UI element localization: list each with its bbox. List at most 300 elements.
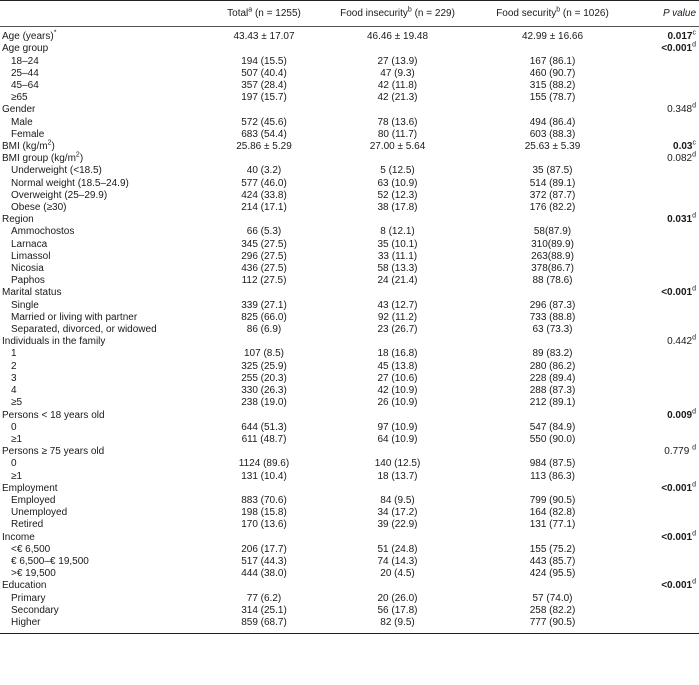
cell-food-security: 460 (90.7) <box>529 67 576 79</box>
cell-total: 436 (27.5) <box>241 263 287 275</box>
row-label: 0 <box>11 421 17 433</box>
table-row <box>0 92 699 104</box>
row-label: 0 <box>11 458 17 470</box>
table-row <box>0 104 699 116</box>
cell-total: 296 (27.5) <box>241 250 287 262</box>
row-label: Overweight (25–29.9) <box>11 189 108 201</box>
cell-p-value <box>635 275 699 287</box>
cell-total: 825 (66.0) <box>241 311 287 323</box>
cell-food-insecurity <box>325 410 470 422</box>
row-label: Paphos <box>11 275 45 287</box>
cell-food-security: 212 (89.1) <box>529 397 576 409</box>
cell-food-security: 550 (90.0) <box>529 433 576 445</box>
row-label: 1 <box>11 348 17 360</box>
cell-food-security: 25.63 ± 5.39 <box>524 141 581 153</box>
cell-total: 194 (15.5) <box>241 55 287 67</box>
cell-food-insecurity: 52 (12.3) <box>377 189 418 201</box>
cell-food-insecurity: 84 (9.5) <box>380 494 415 506</box>
table-row <box>0 275 699 287</box>
table-row <box>0 336 699 348</box>
cell-food-security: 88 (78.6) <box>532 275 573 287</box>
cell-food-insecurity <box>325 483 470 495</box>
cell-p-value <box>635 92 699 104</box>
cell-total: 112 (27.5) <box>241 275 287 287</box>
cell-food-insecurity <box>325 532 470 544</box>
cell-p-value: <0.001$^d$ <box>661 530 696 543</box>
cell-food-insecurity <box>325 214 470 226</box>
cell-total: 197 (15.7) <box>241 92 287 104</box>
cell-total: 255 (20.3) <box>241 372 287 384</box>
cell-total: 325 (25.9) <box>241 360 287 372</box>
row-label: 18–24 <box>11 55 39 67</box>
row-label: ≥1 <box>11 433 23 445</box>
cell-food-insecurity: 46.46 ± 19.48 <box>366 31 429 43</box>
cell-p-value <box>635 556 699 568</box>
cell-food-security: 263(88.9) <box>531 250 574 262</box>
cell-food-insecurity: 56 (17.8) <box>377 604 418 616</box>
cell-p-value <box>635 385 699 397</box>
cell-food-insecurity: 47 (9.3) <box>380 67 415 79</box>
table-row <box>0 434 699 446</box>
cell-food-security: 58(87.9) <box>533 226 572 238</box>
table-row <box>0 129 699 141</box>
cell-food-insecurity: 63 (10.9) <box>377 177 418 189</box>
row-label: Marital status <box>2 287 62 299</box>
cell-food-insecurity: 23 (26.7) <box>377 324 418 336</box>
cell-food-insecurity: 39 (22.9) <box>377 519 418 531</box>
cell-p-value <box>635 251 699 263</box>
row-label: Income <box>2 531 35 543</box>
cell-total <box>203 43 325 55</box>
table-row <box>0 43 699 55</box>
cell-food-security: 167 (86.1) <box>529 55 576 67</box>
cell-food-insecurity <box>325 43 470 55</box>
cell-total: 577 (46.0) <box>241 177 287 189</box>
cell-total: 572 (45.6) <box>241 116 287 128</box>
cell-food-insecurity: 5 (12.5) <box>380 165 415 177</box>
row-label: Single <box>11 299 39 311</box>
table-row <box>0 373 699 385</box>
cell-food-security: 310(89.9) <box>531 238 574 250</box>
table-row <box>0 153 699 165</box>
row-label: Limassol <box>11 250 51 262</box>
cell-total <box>203 336 325 348</box>
row-label: 3 <box>11 372 17 384</box>
cell-food-security <box>470 483 635 495</box>
header-characteristic <box>0 1 203 27</box>
cell-p-value <box>635 471 699 483</box>
table-row <box>0 605 699 617</box>
cell-p-value <box>635 593 699 605</box>
cell-food-insecurity: 33 (11.1) <box>377 250 418 262</box>
cell-food-insecurity: 34 (17.2) <box>377 507 418 519</box>
row-label: Ammochostos <box>11 226 75 238</box>
row-label: Unemployed <box>11 507 68 519</box>
row-label: Employed <box>11 494 56 506</box>
table-row <box>0 287 699 299</box>
cell-food-security <box>470 336 635 348</box>
header-p-value: P value <box>635 1 699 27</box>
row-label: Higher <box>11 616 41 628</box>
cell-food-security: 733 (88.8) <box>529 311 576 323</box>
cell-p-value <box>635 56 699 68</box>
table-body <box>0 27 699 634</box>
cell-p-value: 0.017$^c$ <box>667 29 696 43</box>
table-row <box>0 507 699 519</box>
table-row <box>0 68 699 80</box>
cell-food-security: 799 (90.5) <box>529 494 576 506</box>
cell-total: 683 (54.4) <box>241 128 287 140</box>
cell-food-security <box>470 580 635 592</box>
row-label: Underweight (<18.5) <box>11 165 102 177</box>
row-label: ≥65 <box>11 92 28 104</box>
cell-p-value <box>635 519 699 531</box>
cell-food-security: 258 (82.2) <box>529 604 576 616</box>
cell-food-insecurity: 42 (11.8) <box>377 80 418 92</box>
cell-p-value <box>635 617 699 634</box>
cell-food-insecurity: 20 (26.0) <box>377 592 418 604</box>
row-label: Age (years)* <box>2 29 57 43</box>
cell-p-value <box>635 507 699 519</box>
cell-total: 43.43 ± 17.07 <box>233 31 295 43</box>
cell-p-value <box>635 190 699 202</box>
cell-p-value <box>635 300 699 312</box>
cell-total: 644 (51.3) <box>241 421 287 433</box>
cell-food-security: 164 (82.8) <box>529 507 576 519</box>
row-label: ≥5 <box>11 397 23 409</box>
cell-food-insecurity: 27.00 ± 5.64 <box>369 141 426 153</box>
table-row <box>0 385 699 397</box>
cell-total: 345 (27.5) <box>241 238 287 250</box>
cell-total: 214 (17.1) <box>241 202 287 214</box>
row-label: BMI group $(kg/m^2)$ <box>2 151 84 165</box>
cell-p-value <box>635 68 699 80</box>
table-row <box>0 422 699 434</box>
cell-p-value: 0.442$^d$ <box>667 334 696 348</box>
cell-food-security: 288 (87.3) <box>529 385 576 397</box>
cell-total: 883 (70.6) <box>241 494 287 506</box>
cell-total: 25.86 ± 5.29 <box>236 141 292 153</box>
cell-p-value <box>635 129 699 141</box>
cell-food-security: 63 (73.3) <box>532 324 573 336</box>
cell-food-security <box>470 104 635 116</box>
cell-food-insecurity: 92 (11.2) <box>377 311 418 323</box>
cell-total: 198 (15.8) <box>241 507 287 519</box>
cell-total: 66 (5.3) <box>246 226 282 238</box>
cell-total: 611 (48.7) <box>241 433 287 445</box>
cell-food-security: 89 (83.2) <box>532 348 573 360</box>
cell-food-security: 494 (86.4) <box>529 116 576 128</box>
cell-total: 107 (8.5) <box>243 348 285 360</box>
row-label: Age group <box>2 43 49 55</box>
cell-total: 507 (40.4) <box>241 67 287 79</box>
cell-total: 86 (6.9) <box>246 324 282 336</box>
cell-p-value <box>635 348 699 360</box>
table-header-row <box>0 1 699 27</box>
table-row <box>0 312 699 324</box>
cell-food-insecurity: 58 (13.3) <box>377 263 418 275</box>
cell-food-security: 372 (87.7) <box>529 189 576 201</box>
row-label: Nicosia <box>11 263 44 275</box>
cell-p-value: 0.348$^d$ <box>667 103 696 116</box>
table-row <box>0 178 699 190</box>
cell-total: 170 (13.6) <box>241 519 287 531</box>
row-label: Persons < 18 years old <box>2 409 105 421</box>
cell-food-insecurity: 18 (16.8) <box>377 348 418 360</box>
table-row <box>0 251 699 263</box>
cell-food-security: 777 (90.5) <box>529 616 576 628</box>
row-label: € 6,500–€ 19,500 <box>11 555 89 567</box>
cell-total <box>203 287 325 299</box>
row-label: 25–44 <box>11 67 39 79</box>
cell-food-insecurity: 26 (10.9) <box>377 397 418 409</box>
cell-food-insecurity: 8 (12.1) <box>380 226 415 238</box>
table-row <box>0 348 699 360</box>
cell-p-value <box>635 544 699 556</box>
cell-food-security <box>470 153 635 165</box>
table-row <box>0 458 699 470</box>
cell-p-value: 0.031$^d$ <box>667 212 696 226</box>
row-label: Married or living with partner <box>11 311 138 323</box>
row-label: >€ 19,500 <box>11 568 56 580</box>
cell-food-security: 113 (86.3) <box>530 470 575 482</box>
row-label: BMI $(kg/m^2)$ <box>2 139 55 153</box>
table-row <box>0 214 699 226</box>
row-label: <€ 6,500 <box>11 543 51 555</box>
header-food-security: Food security$^b$ (n = 1026) <box>470 1 635 27</box>
cell-food-security: 42.99 ± 16.66 <box>521 31 584 43</box>
cell-food-security <box>470 43 635 55</box>
row-label: Secondary <box>11 604 59 616</box>
cell-p-value <box>635 263 699 275</box>
cell-food-security: 228 (89.4) <box>529 372 576 384</box>
cell-food-security: 443 (85.7) <box>529 555 576 567</box>
row-label: ≥1 <box>11 470 23 482</box>
cell-p-value <box>635 80 699 92</box>
cell-p-value <box>635 165 699 177</box>
cell-p-value <box>635 239 699 251</box>
cell-food-security: 176 (82.2) <box>529 202 576 214</box>
table-row <box>0 580 699 592</box>
cell-p-value <box>635 495 699 507</box>
table-row <box>0 532 699 544</box>
table-row <box>0 56 699 68</box>
cell-food-insecurity: 80 (11.7) <box>377 128 418 140</box>
table-row <box>0 27 699 44</box>
cell-food-insecurity <box>325 580 470 592</box>
cell-total: 444 (38.0) <box>241 568 287 580</box>
cell-p-value <box>635 324 699 336</box>
cell-p-value <box>635 361 699 373</box>
cell-food-security: 547 (84.9) <box>529 421 576 433</box>
row-label: Individuals in the family <box>2 336 106 348</box>
cell-total: 859 (68.7) <box>241 616 287 628</box>
row-label: Obese (≥30) <box>11 202 67 214</box>
cell-p-value <box>635 373 699 385</box>
cell-total: 517 (44.3) <box>241 555 287 567</box>
cell-total <box>203 532 325 544</box>
cell-p-value: <0.001$^d$ <box>661 481 696 494</box>
cell-food-insecurity: 24 (21.4) <box>377 275 418 287</box>
cell-food-insecurity: 38 (17.8) <box>377 202 418 214</box>
cell-total <box>203 153 325 165</box>
table-row <box>0 117 699 129</box>
cell-food-security: 280 (86.2) <box>529 360 576 372</box>
row-label: 4 <box>11 385 17 397</box>
cell-p-value <box>635 605 699 617</box>
table-row <box>0 239 699 251</box>
row-label: Normal weight (18.5–24.9) <box>11 177 129 189</box>
cell-food-security: 603 (88.3) <box>529 128 576 140</box>
table-row <box>0 324 699 336</box>
cell-food-insecurity: 97 (10.9) <box>377 421 418 433</box>
header-total: Total$^a$ (n = 1255) <box>203 1 325 27</box>
cell-food-insecurity: 64 (10.9) <box>377 433 418 445</box>
table-row <box>0 410 699 422</box>
row-label: 2 <box>11 360 17 372</box>
table-row <box>0 446 699 458</box>
table-row <box>0 190 699 202</box>
cell-food-insecurity <box>325 287 470 299</box>
table-row <box>0 226 699 238</box>
cell-total <box>203 104 325 116</box>
cell-total <box>203 214 325 226</box>
table-row <box>0 593 699 605</box>
cell-total <box>203 410 325 422</box>
table-row <box>0 495 699 507</box>
row-label: Region <box>2 214 34 226</box>
cell-food-insecurity: 42 (10.9) <box>377 385 418 397</box>
row-label: Separated, divorced, or widowed <box>11 324 157 336</box>
cell-food-security <box>470 446 635 458</box>
cell-food-security: 296 (87.3) <box>529 299 576 311</box>
cell-p-value: <0.001$^d$ <box>661 286 696 299</box>
cell-p-value: 0.03$^c$ <box>673 139 696 153</box>
table-row <box>0 556 699 568</box>
cell-food-insecurity: 45 (13.8) <box>377 360 418 372</box>
cell-p-value <box>635 397 699 409</box>
cell-food-insecurity: 18 (13.7) <box>377 470 418 482</box>
cell-p-value <box>635 422 699 434</box>
cell-food-security: 315 (88.2) <box>529 80 576 92</box>
table-row <box>0 80 699 92</box>
table-row <box>0 300 699 312</box>
cell-total: 330 (26.3) <box>241 385 287 397</box>
cell-total: 1124 (89.6) <box>238 458 290 470</box>
cell-food-insecurity <box>325 446 470 458</box>
cell-total: 238 (19.0) <box>241 397 287 409</box>
cell-food-security: 514 (89.1) <box>529 177 576 189</box>
cell-food-insecurity: 35 (10.1) <box>377 238 418 250</box>
cell-food-security: 984 (87.5) <box>529 458 576 470</box>
table-row <box>0 519 699 531</box>
cell-total: 357 (28.4) <box>241 80 287 92</box>
cell-p-value: 0.009$^d$ <box>667 408 696 421</box>
cell-total: 339 (27.1) <box>241 299 287 311</box>
cell-food-insecurity: 27 (10.6) <box>377 372 418 384</box>
cell-food-security <box>470 214 635 226</box>
cell-total <box>203 580 325 592</box>
cell-p-value <box>635 434 699 446</box>
cell-total <box>203 446 325 458</box>
cell-food-insecurity <box>325 336 470 348</box>
table-row <box>0 471 699 483</box>
cell-food-security <box>470 532 635 544</box>
cell-food-insecurity: 74 (14.3) <box>377 555 418 567</box>
cell-food-insecurity: 78 (13.6) <box>377 116 418 128</box>
cell-p-value <box>635 202 699 214</box>
row-label: 45–64 <box>11 80 39 92</box>
cell-food-security: 155 (75.2) <box>529 543 576 555</box>
cell-total: 40 (3.2) <box>246 165 282 177</box>
cell-food-insecurity <box>325 153 470 165</box>
cell-food-security: 131 (77.1) <box>529 519 576 531</box>
cell-food-security: 155 (78.7) <box>529 92 576 104</box>
cell-total: 424 (33.8) <box>241 189 287 201</box>
row-label: Gender <box>2 104 36 116</box>
cell-food-insecurity: 140 (12.5) <box>374 458 421 470</box>
cell-p-value <box>635 226 699 238</box>
table-row <box>0 165 699 177</box>
cell-total: 131 (10.4) <box>241 470 287 482</box>
table-row <box>0 397 699 409</box>
row-label: Larnaca <box>11 238 48 250</box>
cell-food-insecurity: 43 (12.7) <box>377 299 418 311</box>
cell-food-insecurity: 27 (13.9) <box>377 55 418 67</box>
table-row <box>0 263 699 275</box>
table-row <box>0 544 699 556</box>
cell-food-security <box>470 287 635 299</box>
row-label: Female <box>11 128 45 140</box>
cell-p-value: 0.082$^d$ <box>667 151 696 165</box>
row-label: Primary <box>11 592 46 604</box>
row-label: Retired <box>11 519 44 531</box>
cell-p-value: <0.001$^d$ <box>661 42 696 55</box>
cell-food-security: 424 (95.5) <box>529 568 576 580</box>
row-label: Employment <box>2 482 58 494</box>
cell-p-value <box>635 568 699 580</box>
cell-p-value <box>635 117 699 129</box>
cell-p-value <box>635 178 699 190</box>
cell-food-security: 378(86.7) <box>531 263 574 275</box>
cell-p-value: <0.001$^d$ <box>661 579 696 592</box>
cell-food-insecurity: 82 (9.5) <box>380 616 415 628</box>
table-row <box>0 361 699 373</box>
cell-food-security: 35 (87.5) <box>532 165 573 177</box>
cell-total: 314 (25.1) <box>241 604 287 616</box>
row-label: Education <box>2 580 47 592</box>
cell-food-insecurity: 42 (21.3) <box>377 92 418 104</box>
cell-total: 77 (6.2) <box>246 592 282 604</box>
cell-food-security: 57 (74.0) <box>532 592 573 604</box>
cell-food-insecurity <box>325 104 470 116</box>
cell-total <box>203 483 325 495</box>
cell-food-insecurity: 51 (24.8) <box>377 543 418 555</box>
header-food-insecurity: Food insecurity$^b$ (n = 229) <box>325 1 470 27</box>
cell-p-value <box>635 458 699 470</box>
table-row <box>0 141 699 153</box>
row-label: Persons ≥ 75 years old <box>2 446 105 458</box>
row-label: Male <box>11 116 33 128</box>
table-row <box>0 483 699 495</box>
cell-total: 206 (17.7) <box>241 543 287 555</box>
table-row <box>0 202 699 214</box>
cell-p-value <box>635 312 699 324</box>
cell-food-insecurity: 20 (4.5) <box>380 568 415 580</box>
table-row <box>0 617 699 634</box>
table-row <box>0 568 699 580</box>
cell-p-value: 0.779 $^d$ <box>664 444 696 458</box>
